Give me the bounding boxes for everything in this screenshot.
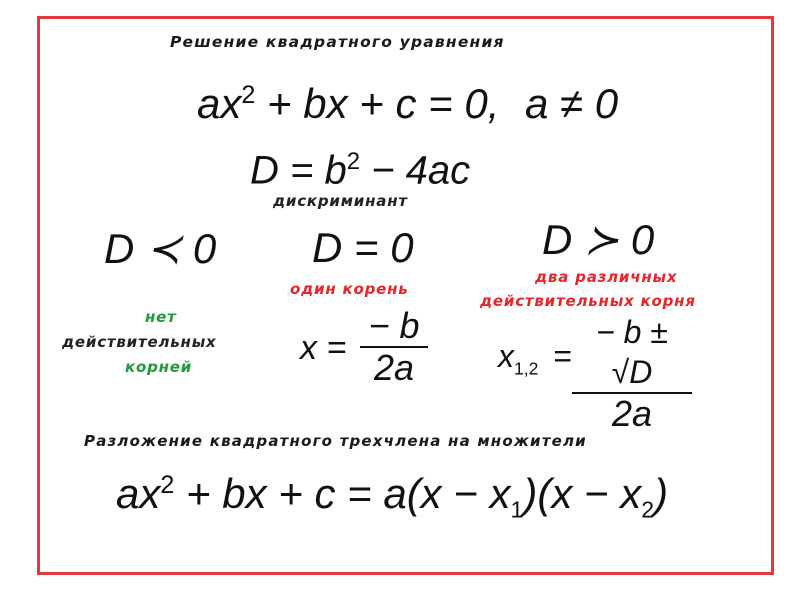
fact-mid: + bx + c = a(x − x xyxy=(186,470,511,517)
page-title: Решение квадратного уравнения xyxy=(170,33,505,51)
case-positive-x-var: x xyxy=(498,338,514,374)
case-positive-x-sub: 1,2 xyxy=(514,358,539,379)
case-zero-label: один корень xyxy=(290,280,409,298)
disc-lhs: D = b xyxy=(250,148,347,193)
eq-condition: a ≠ 0 xyxy=(525,80,619,127)
case-positive-denominator: 2a xyxy=(611,393,653,434)
case-positive-eq: = xyxy=(553,338,573,374)
case-positive-label-1: два различных xyxy=(535,268,678,286)
disc-exponent: 2 xyxy=(346,148,361,175)
fact-mid2: )(x − x xyxy=(523,470,642,517)
fact-lhs: ax xyxy=(116,470,161,517)
fact-sub2: 2 xyxy=(641,496,655,523)
case-zero-fraction xyxy=(360,306,428,388)
factorization-formula xyxy=(116,470,668,523)
case-negative-condition: D ≺ 0 xyxy=(104,225,217,272)
discriminant-label: дискриминант xyxy=(273,192,408,210)
factorization-title: Разложение квадратного трехчлена на множители xyxy=(84,432,587,450)
case-zero-condition: D = 0 xyxy=(312,224,414,271)
eq-exponent: 2 xyxy=(241,81,256,109)
case-negative-label-2: действительных xyxy=(62,333,217,351)
fact-exponent: 2 xyxy=(160,471,175,499)
case-positive-x xyxy=(498,338,572,379)
case-negative-label-1: нет xyxy=(145,308,177,326)
case-zero-x: x = xyxy=(300,329,347,367)
fact-end: ) xyxy=(654,470,669,517)
eq-lhs: ax xyxy=(197,80,242,127)
case-zero-denominator: 2a xyxy=(373,347,415,388)
discriminant-formula xyxy=(250,148,470,193)
disc-rhs: − 4ac xyxy=(371,148,471,193)
case-positive-label-2: действительных корня xyxy=(480,292,696,310)
case-zero-numerator: − b xyxy=(368,305,420,346)
case-positive-condition: D ≻ 0 xyxy=(542,216,655,263)
case-positive-fraction xyxy=(572,312,692,434)
quadratic-equation xyxy=(197,80,618,128)
case-positive-numerator: − b ± √D xyxy=(596,314,668,390)
case-negative-label-3: корней xyxy=(125,358,193,376)
eq-rhs: + bx + c = 0, xyxy=(267,80,500,127)
fact-sub1: 1 xyxy=(510,496,524,523)
